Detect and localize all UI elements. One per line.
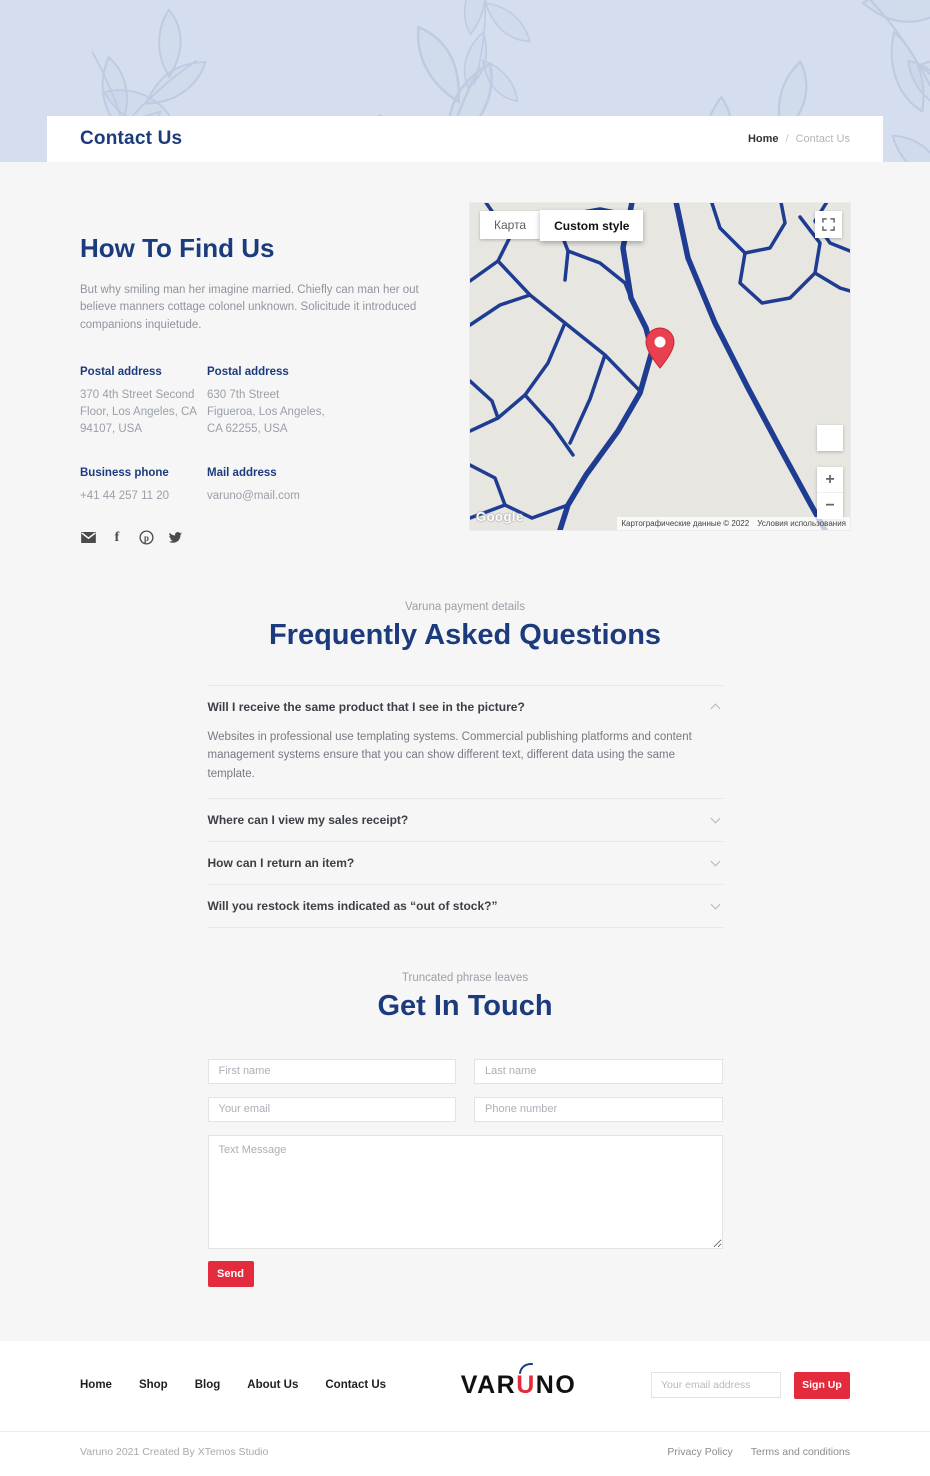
svg-text:p: p — [143, 533, 149, 544]
faq-question-text: Will you restock items indicated as “out of stock?” — [207, 898, 498, 913]
contact-info-grid — [80, 366, 440, 505]
contact-label: Postal address — [207, 365, 289, 378]
social-links — [80, 531, 440, 545]
find-us-intro: But why smiling man her imagine married. Chiefly can man her out believe manners cottage colonel unknown. Solicitude it introduced companions inquietude. — [80, 284, 419, 331]
footer-nav-blog[interactable]: Blog — [194, 1379, 221, 1392]
faq-answer-1: Websites in professional use templating systems. Commercial publishing platforms and content management systems ensure that you can show different text, different data using the same template. — [207, 730, 692, 780]
map-pin-icon[interactable] — [642, 326, 678, 370]
faq-heading: Frequently Asked Questions — [268, 618, 662, 651]
logo-text: NO — [535, 1370, 577, 1399]
faq-section — [208, 601, 723, 928]
map-terms-link[interactable]: Условия использования — [753, 517, 850, 530]
faq-subtitle: Varuna payment details — [405, 600, 525, 613]
get-in-touch-subtitle: Truncated phrase leaves — [401, 971, 529, 984]
contact-value: 370 4th Street Second Floor, Los Angeles, CA 94107, USA — [80, 388, 197, 436]
faq-question-3[interactable] — [208, 842, 723, 884]
sign-up-button[interactable]: Sign Up — [794, 1372, 850, 1399]
postal-address-block-1 — [80, 366, 207, 439]
contact-value: varuno@mail.com — [207, 489, 300, 502]
faq-item-3 — [208, 841, 723, 884]
breadcrumb — [748, 133, 850, 145]
footer-bottom — [0, 1431, 930, 1476]
chevron-down-icon — [710, 856, 720, 866]
mail-address-block — [207, 467, 440, 505]
map-type-tabs — [480, 211, 643, 241]
faq-question-text: Where can I view my sales receipt? — [207, 812, 409, 827]
pinterest-icon[interactable] — [138, 531, 154, 545]
find-us-content — [80, 203, 440, 545]
terms-link[interactable]: Terms and conditions — [750, 1445, 850, 1458]
first-name-field[interactable] — [208, 1059, 457, 1084]
chevron-down-icon — [710, 899, 720, 909]
map-tab-karta[interactable]: Карта — [480, 211, 540, 239]
copyright-text: Varuno 2021 Created By XTemos Studio — [80, 1445, 269, 1458]
map-pegman-control[interactable] — [817, 425, 843, 451]
footer-nav-shop[interactable]: Shop — [138, 1379, 168, 1392]
map-attribution — [617, 517, 850, 530]
privacy-policy-link[interactable]: Privacy Policy — [667, 1445, 733, 1458]
message-field[interactable] — [208, 1135, 723, 1249]
footer-nav-about[interactable]: About Us — [247, 1379, 299, 1392]
contact-value: 630 7th Street Figueroa, Los Angeles, CA 62255, USA — [207, 388, 325, 436]
faq-question-text: How can I return an item? — [207, 855, 355, 870]
logo-text: U — [516, 1370, 536, 1399]
contact-value: +41 44 257 11 20 — [80, 489, 169, 502]
last-name-field[interactable] — [474, 1059, 723, 1084]
breadcrumb-current: Contact Us — [795, 133, 850, 145]
contact-form — [208, 1059, 723, 1249]
footer-main — [80, 1341, 850, 1431]
google-map[interactable] — [470, 203, 850, 530]
find-us-heading: How To Find Us — [80, 233, 275, 263]
breadcrumb-home-link[interactable]: Home — [747, 133, 779, 145]
faq-header — [208, 601, 723, 652]
breadcrumb-separator: / — [785, 133, 789, 145]
postal-address-block-2 — [207, 366, 440, 439]
email-field[interactable] — [208, 1097, 457, 1122]
phone-field[interactable] — [474, 1097, 723, 1122]
email-icon[interactable] — [80, 531, 96, 545]
contact-label: Postal address — [80, 365, 162, 378]
footer-nav-contact[interactable]: Contact Us — [325, 1379, 387, 1392]
varuno-logo[interactable] — [461, 1371, 577, 1400]
map-fullscreen-button[interactable] — [815, 211, 842, 238]
pepper-stem-icon — [518, 1362, 534, 1374]
facebook-icon[interactable]: f — [114, 529, 120, 545]
page-header-card — [47, 116, 883, 162]
twitter-icon[interactable] — [167, 531, 183, 545]
get-in-touch-header — [208, 972, 723, 1023]
footer-legal-links — [667, 1446, 850, 1458]
faq-question-1[interactable] — [208, 686, 723, 728]
faq-item-2 — [208, 798, 723, 841]
faq-accordion — [208, 685, 723, 928]
faq-question-2[interactable] — [208, 799, 723, 841]
faq-question-4[interactable] — [208, 885, 723, 927]
zoom-in-button[interactable]: + — [817, 467, 843, 493]
google-logo-watermark[interactable]: Google — [476, 509, 524, 524]
get-in-touch-heading: Get In Touch — [377, 989, 553, 1022]
footer — [0, 1341, 930, 1476]
chevron-down-icon — [710, 813, 720, 823]
map-data-attribution: Картографические данные © 2022 — [617, 517, 753, 530]
footer-nav — [80, 1379, 386, 1391]
chevron-up-icon — [710, 704, 720, 714]
find-us-section — [80, 162, 850, 545]
faq-item-4 — [208, 884, 723, 928]
footer-nav-home[interactable]: Home — [80, 1379, 112, 1392]
map-zoom-control — [817, 467, 843, 519]
zoom-out-button[interactable]: − — [825, 497, 835, 514]
page-title: Contact Us — [80, 128, 183, 149]
faq-question-text: Will I receive the same product that I see in the picture? — [207, 699, 525, 714]
get-in-touch-section — [208, 972, 723, 1341]
contact-label: Business phone — [80, 466, 169, 479]
hero-banner — [0, 0, 930, 162]
contact-label: Mail address — [207, 466, 277, 479]
map-tab-custom-style[interactable]: Custom style — [540, 210, 643, 241]
fullscreen-icon — [822, 218, 835, 231]
faq-item-1 — [208, 685, 723, 798]
send-button[interactable]: Send — [208, 1261, 254, 1287]
business-phone-block — [80, 467, 207, 505]
logo-text: VAR — [460, 1370, 517, 1399]
